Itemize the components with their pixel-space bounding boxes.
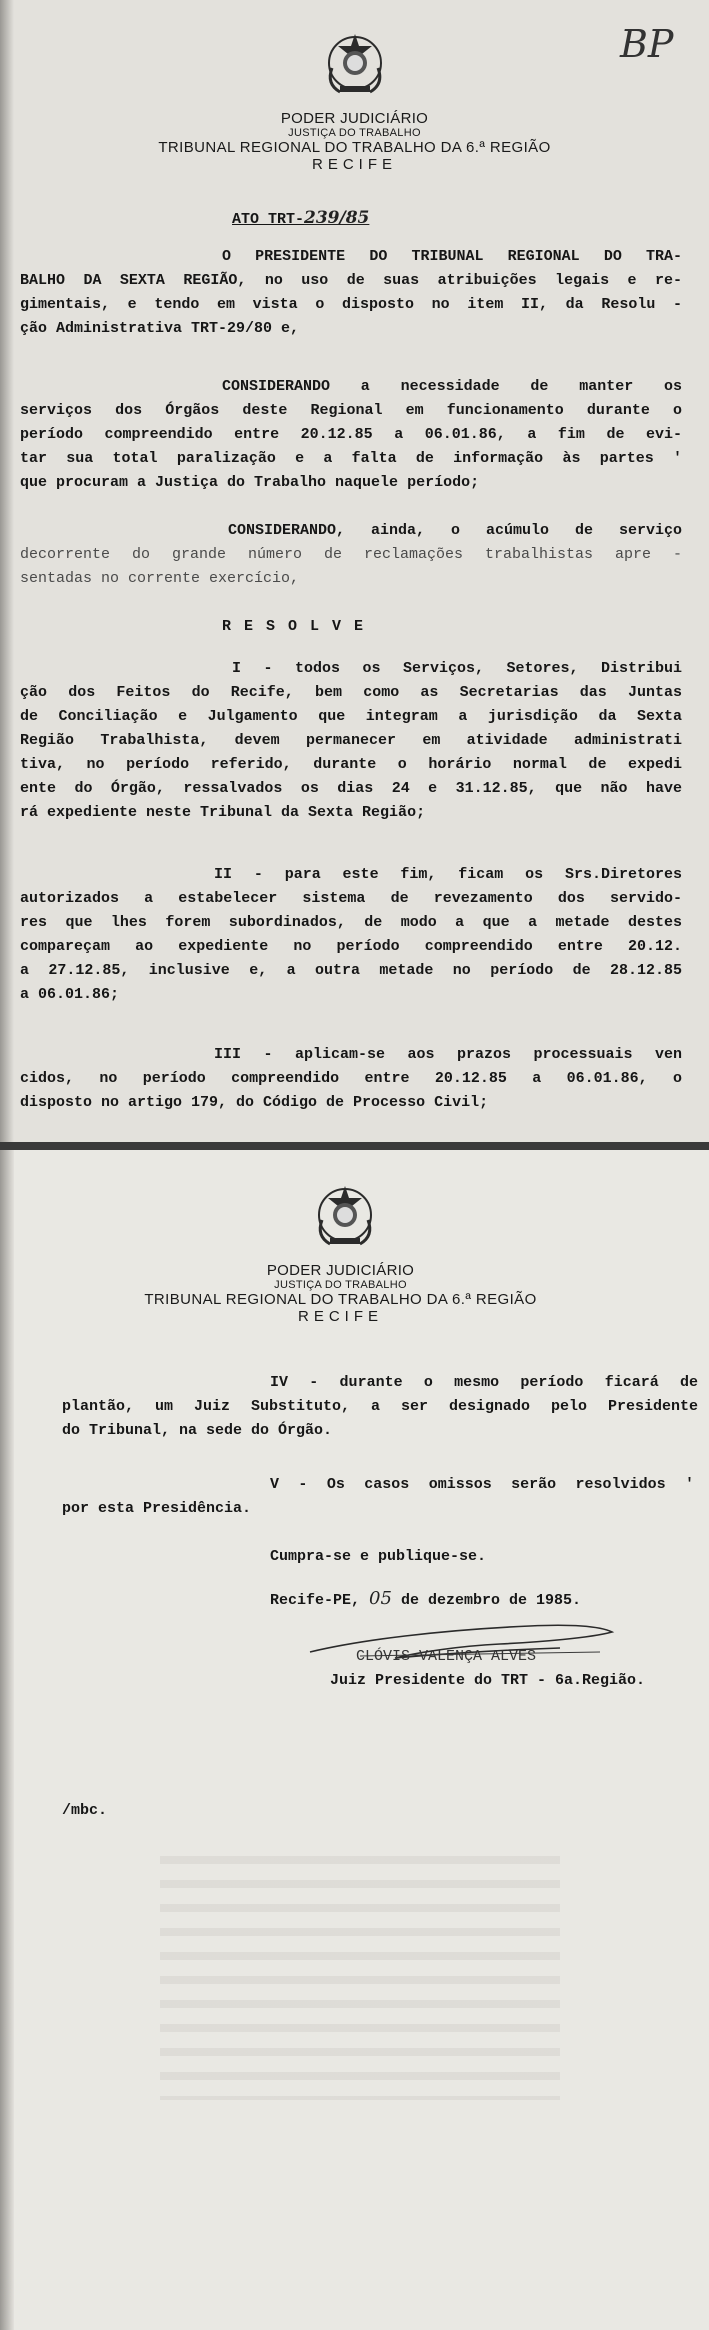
letterhead-line-3: TRIBUNAL REGIONAL DO TRABALHO DA 6.ª REGIÃO [144,1291,537,1308]
national-coat-of-arms-icon [308,1180,382,1254]
considerando1-line-2: serviços dos Órgãos deste Regional em funcionamento durante o [20,402,682,419]
letterhead-line-2: JUSTIÇA DO TRABALHO [274,1279,407,1291]
item4-line-2: plantão, um Juiz Substituto, a ser designado pelo Presidente [62,1398,698,1415]
item4-line-1: IV - durante o mesmo período ficará de [270,1374,698,1391]
signer-title: Juiz Presidente do TRT - 6a.Região. [330,1672,646,1689]
act-title [232,208,369,228]
item3-line-1: III - aplicam-se aos prazos processuais ven [214,1046,682,1063]
item2-line-4: compareçam ao expediente no período compreendido entre 20.12. [20,938,682,955]
letterhead [0,1262,695,1325]
preamble-line-2: BALHO DA SEXTA REGIÃO, no uso de suas atribuições legais e re- [20,272,682,289]
handwritten-initials: BP [620,22,674,66]
item2-line-5: a 27.12.85, inclusive e, a outra metade no período de 28.12.85 [20,962,682,979]
cumpra-se-line: Cumpra-se e publique-se. [270,1548,487,1565]
resolve-heading: R E S O L V E [222,618,366,635]
preamble-line-1: O PRESIDENTE DO TRIBUNAL REGIONAL DO TRA- [222,248,682,265]
letterhead-line-4: RECIFE [311,156,397,173]
preamble-line-3: gimentais, e tendo em vista o disposto no item II, da Resolu - [20,296,682,313]
item5-line-2: por esta Presidência. [62,1500,252,1517]
item1-line-6: ente do Órgão, ressalvados os dias 24 e 31.12.85, que não have [20,780,682,797]
document-page-1 [0,0,709,1142]
bleed-through-texture [160,1840,560,2100]
letterhead-line-1: PODER JUDICIÁRIO [266,1262,415,1279]
item2-line-2: autorizados a estabelecer sistema de revezamento dos servido- [20,890,682,907]
item4-line-3: do Tribunal, na sede do Órgão. [62,1422,333,1439]
document-page-2 [0,1150,709,2330]
item5-line-1: V - Os casos omissos serão resolvidos ' [270,1476,694,1493]
considerando2-line-1: CONSIDERANDO, ainda, o acúmulo de serviço [228,522,682,539]
scan-edge-shadow [0,1150,14,2330]
letterhead [0,110,709,173]
act-title-number: 239/85 [304,208,370,228]
date-day-handwritten: 05 [369,1588,392,1609]
item2-line-3: res que lhes forem subordinados, de modo a que a metade destes [20,914,682,931]
preamble-line-4: ção Administrativa TRT-29/80 e, [20,320,300,337]
signer-name: CLÓVIS VALENÇA ALVES [356,1648,537,1665]
page-separator [0,1142,709,1150]
date-suffix: de dezembro de 1985. [391,1592,581,1609]
date-line [270,1588,581,1609]
considerando2-line-2: decorrente do grande número de reclamações trabalhistas apre - [20,546,682,563]
letterhead-line-2: JUSTIÇA DO TRABALHO [288,127,421,139]
item1-line-1: I - todos os Serviços, Setores, Distribui [232,660,682,677]
letterhead-line-1: PODER JUDICIÁRIO [280,110,429,127]
letterhead-line-3: TRIBUNAL REGIONAL DO TRABALHO DA 6.ª REGIÃO [158,139,551,156]
considerando1-line-5: que procuram a Justiça do Trabalho naquele período; [20,474,480,491]
item1-line-7: rá expediente neste Tribunal da Sexta Região; [20,804,426,821]
considerando1-line-1: CONSIDERANDO a necessidade de manter os [222,378,682,395]
considerando1-line-3: período compreendido entre 20.12.85 a 06.01.86, a fim de evi- [20,426,682,443]
item2-line-6: a 06.01.86; [20,986,120,1003]
item1-line-5: tiva, no período referido, durante o horário normal de expedi [20,756,682,773]
item3-line-2: cidos, no período compreendido entre 20.12.85 a 06.01.86, o [20,1070,682,1087]
item1-line-4: Região Trabalhista, devem permanecer em atividade administrati [20,732,682,749]
item2-line-1: II - para este fim, ficam os Srs.Diretores [214,866,682,883]
national-coat-of-arms-icon [318,28,392,102]
act-title-prefix: ATO TRT- [232,211,305,228]
letterhead-line-4: RECIFE [297,1308,383,1325]
item3-line-3: disposto no artigo 179, do Código de Processo Civil; [20,1094,489,1111]
considerando1-line-4: tar sua total paralização e a falta de informação às partes ' [20,450,682,467]
typist-initials: /mbc. [62,1802,108,1819]
considerando2-line-3: sentadas no corrente exercício, [20,570,300,587]
date-prefix: Recife-PE, [270,1592,370,1609]
item1-line-2: ção dos Feitos do Recife, bem como as Secretarias das Juntas [20,684,682,701]
item1-line-3: de Conciliação e Julgamento que integram a jurisdição da Sexta [20,708,682,725]
